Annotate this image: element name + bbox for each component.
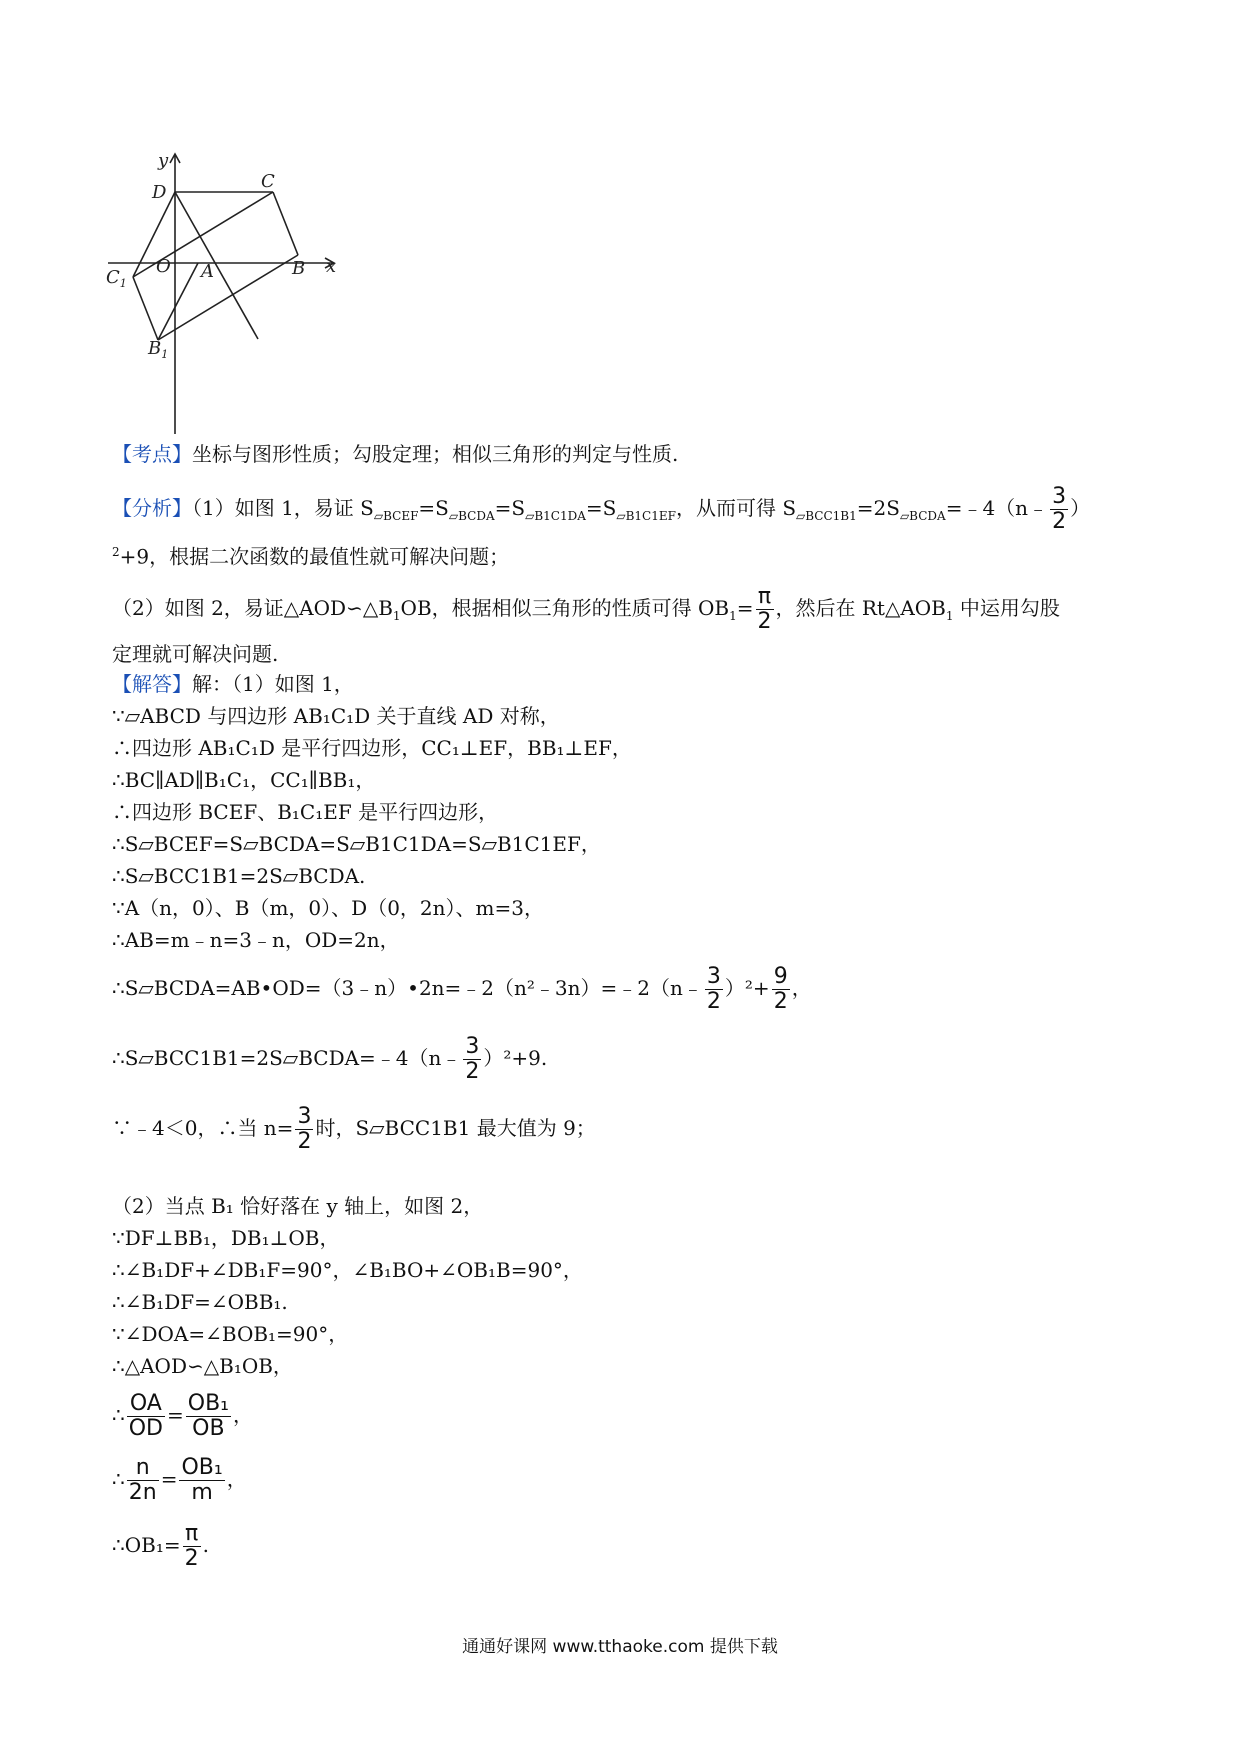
fenxi-line-4: 定理就可解决问题. (112, 642, 279, 666)
jieda-line-3: ∴四边形 AB₁C₁D 是平行四边形，CC₁⊥EF，BB₁⊥EF， (112, 736, 632, 760)
jieda-line-7: ∴S▱BCC1B1=2S▱BCDA. (112, 864, 366, 888)
label-C: C (261, 171, 275, 192)
fraction: $\frac{\pi}{2}$ (184, 1521, 199, 1571)
segment-B1B (158, 255, 298, 340)
line-DA-extended (175, 192, 258, 339)
fraction: $\frac{3}{2}$ (465, 1034, 480, 1084)
fraction: $\frac{3}{2}$ (706, 964, 721, 1014)
kaodian-text: 坐标与图形性质；勾股定理；相似三角形的判定与性质. (192, 442, 679, 466)
label-B: B (292, 258, 306, 279)
fraction: $\frac{3}{2}$ (297, 1104, 312, 1154)
kaodian-line (112, 440, 678, 468)
jieda-line-13: （2）当点 B₁ 恰好落在 y 轴上，如图 2， (112, 1194, 484, 1218)
fraction: $\frac{n}{2n}$ (128, 1455, 157, 1505)
jieda-line-10: ∴S▱BCDA=AB•OD=（3﹣n）•2n=﹣2（n²﹣3n）=﹣2（n﹣ $\frac{3}{2}$ ）²+ $\frac{9}{2}$ ， (112, 964, 812, 1014)
segment-C1B1 (133, 277, 158, 340)
fraction: $\frac{\pi}{2}$ (757, 584, 772, 634)
label-C1: $C_1$ (106, 267, 127, 290)
jieda-line-14: ∵DF⊥BB₁，DB₁⊥OB， (112, 1226, 340, 1250)
kaodian-tag: 【考点】 (112, 442, 192, 466)
label-y: y (158, 150, 169, 171)
label-B1: $B_1$ (148, 338, 169, 361)
label-x: x (326, 256, 337, 277)
jieda-line-21: ∴OB₁= $\frac{\pi}{2}$ . (112, 1521, 209, 1571)
fenxi-tag: 【分析】 (112, 496, 192, 520)
jieda-line-17: ∵∠DOA=∠BOB₁=90°， (112, 1322, 349, 1346)
fraction: $\frac{9}{2}$ (773, 964, 788, 1014)
jieda-line-18: ∴△AOD∽△B₁OB， (112, 1354, 293, 1378)
fraction: $\frac{3}{2}$ (1052, 484, 1067, 534)
fraction: $\frac{\text{OB₁}}{m}$ (181, 1455, 223, 1505)
page-footer: 通通好课网 www.tthaoke.com 提供下载 (462, 1637, 778, 1657)
jieda-line-11: ∴S▱BCC1B1=2S▱BCDA=﹣4（n﹣ $\frac{3}{2}$ ）²+9. (112, 1034, 548, 1084)
jieda-line-6: ∴S▱BCEF=S▱BCDA=S▱B1C1DA=S▱B1C1EF， (112, 832, 601, 856)
geometry-figure (106, 150, 388, 434)
fraction: $\frac{\text{OB₁}}{OB}$ (187, 1391, 229, 1441)
label-D: D (152, 182, 167, 203)
jieda-line-19: ∴ $\frac{OA}{OD}$ = $\frac{\text{OB₁}}{OB}$ ， (112, 1391, 253, 1441)
segment-CB (273, 192, 298, 255)
fenxi-line-2: $^2$+9，根据二次函数的最值性就可解决问题； (112, 544, 510, 569)
jieda-tag: 【解答】 (112, 672, 192, 696)
jieda-line-1: 【解答】解：（1）如图 1， (112, 672, 354, 696)
jieda-line-5: ∴四边形 BCEF、B₁C₁EF 是平行四边形， (112, 800, 499, 824)
fraction: $\frac{OA}{OD}$ (128, 1391, 163, 1441)
fenxi-line-1: 【分析】（1）如图 1，易证 $S_{▱BCEF}=S_{▱BCDA}=S_{▱B1C1DA}=S_{▱B1C1EF}$，从而可得 $S_{▱BCC1B1}=2S_{▱BCDA}=﹣4(n﹣$ $\frac{3}{2}$ ） (112, 484, 1091, 534)
jieda-line-20: ∴ $\frac{n}{2n}$ = $\frac{\text{OB₁}}{m}$ ， (112, 1455, 247, 1505)
label-A: A (201, 261, 214, 282)
label-O: O (156, 256, 171, 277)
jieda-line-8: ∵A（n，0）、B（m，0）、D（0，2n）、m=3， (112, 896, 544, 920)
jieda-line-4: ∴BC∥AD∥B₁C₁，CC₁∥BB₁， (112, 768, 376, 792)
jieda-line-2: ∵▱ABCD 与四边形 AB₁C₁D 关于直线 AD 对称， (112, 704, 560, 728)
jieda-line-15: ∴∠B₁DF+∠DB₁F=90°，∠B₁BO+∠OB₁B=90°， (112, 1258, 583, 1282)
jieda-line-16: ∴∠B₁DF=∠OBB₁. (112, 1290, 288, 1314)
fenxi-line-3: （2）如图 2，易证$\triangle AOD∽\triangle B_1OB$，根据相似三角形的性质可得 $OB_1=$ $\frac{\pi}{2}$ ，然后在 $Rt\triangle AOB_1$ 中运用勾股 (112, 584, 1060, 634)
jieda-line-9: ∴AB=m﹣n=3﹣n，OD=2n， (112, 928, 400, 952)
jieda-line-12: ∵﹣4＜0，∴当 n= $\frac{3}{2}$ 时，S▱BCC1B1 最大值为 9； (112, 1104, 596, 1154)
